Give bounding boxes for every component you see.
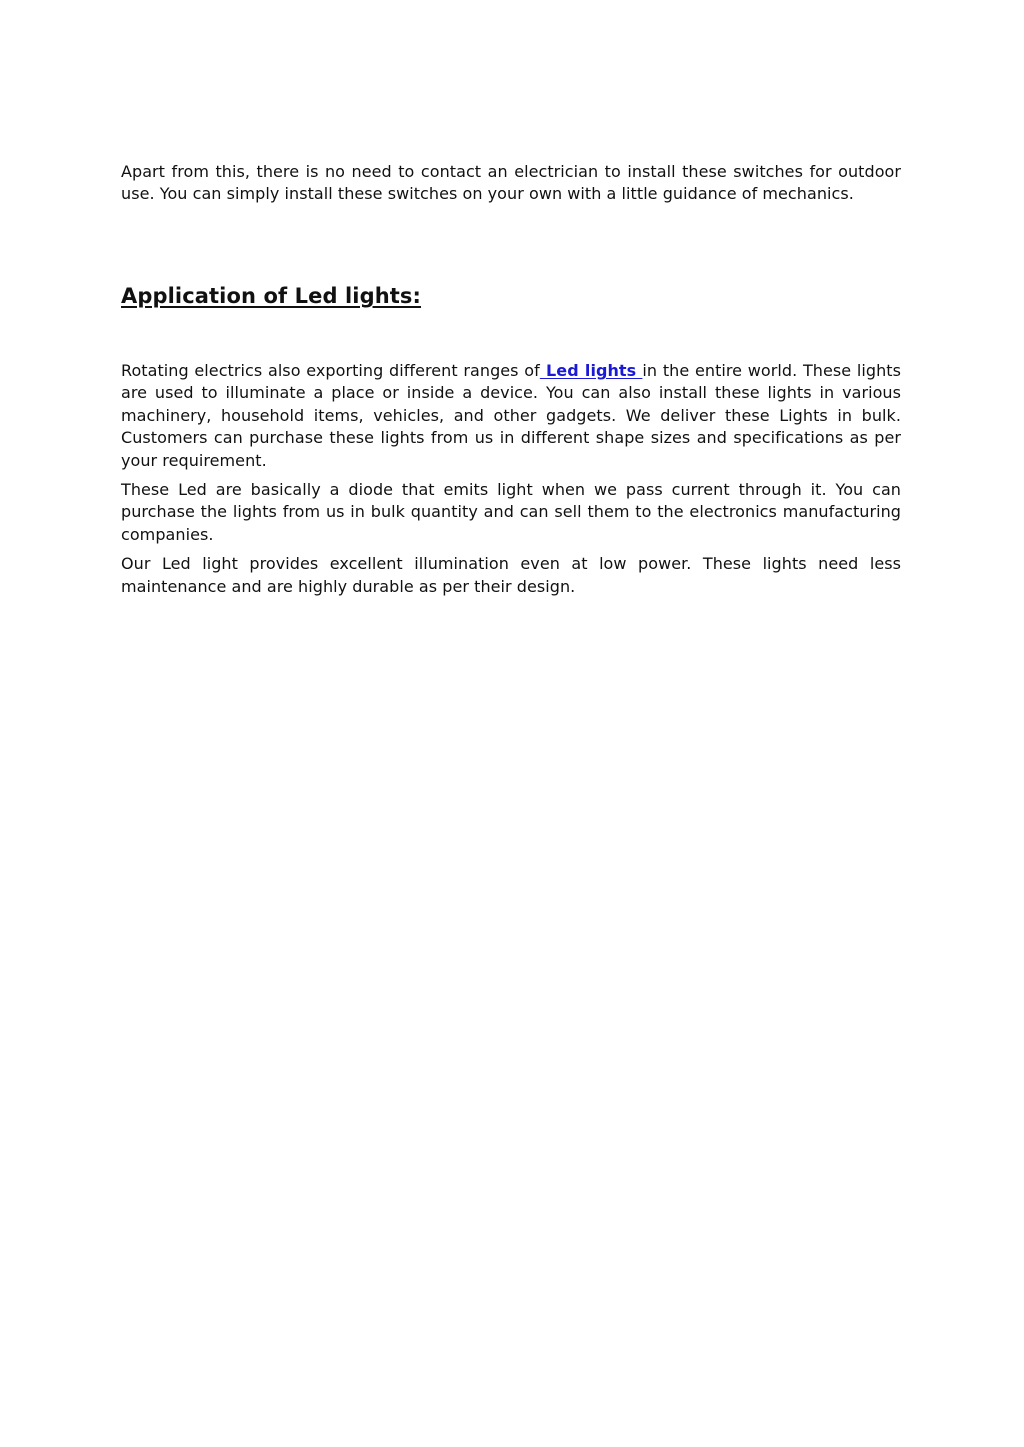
- paragraph-led-illumination: Our Led light provides excellent illumination even at low power. These lights need less maintenance and are highly durable as per their design.: [121, 554, 901, 596]
- paragraph-led-export-lead: Rotating electrics also exporting different ranges of: [121, 361, 540, 380]
- document-page: [121, 160, 901, 596]
- paragraph-led-export: [121, 360, 901, 472]
- intro-paragraph: Apart from this, there is no need to contact an electrician to install these switches for outdoor use. You can simply install these switches on your own with a little guidance of mechanics.: [121, 162, 901, 204]
- section-body: [121, 360, 901, 598]
- led-lights-link[interactable]: Led lights: [539, 361, 643, 380]
- paragraph-led-export-rest: in the entire world. These lights are used to illuminate a place or inside a device. You can also install these lights in various machinery, household items, vehicles, and other gadgets. We deliver these Lights in bulk. Customers can purchase these lights from us in different shape sizes and specifications as per your requirement.: [121, 361, 901, 470]
- section-heading: Application of Led lights:: [121, 284, 422, 308]
- paragraph-led-diode: These Led are basically a diode that emits light when we pass current through it. You can purchase the lights from us in bulk quantity and can sell them to the electronics manufacturing companies.: [121, 480, 901, 544]
